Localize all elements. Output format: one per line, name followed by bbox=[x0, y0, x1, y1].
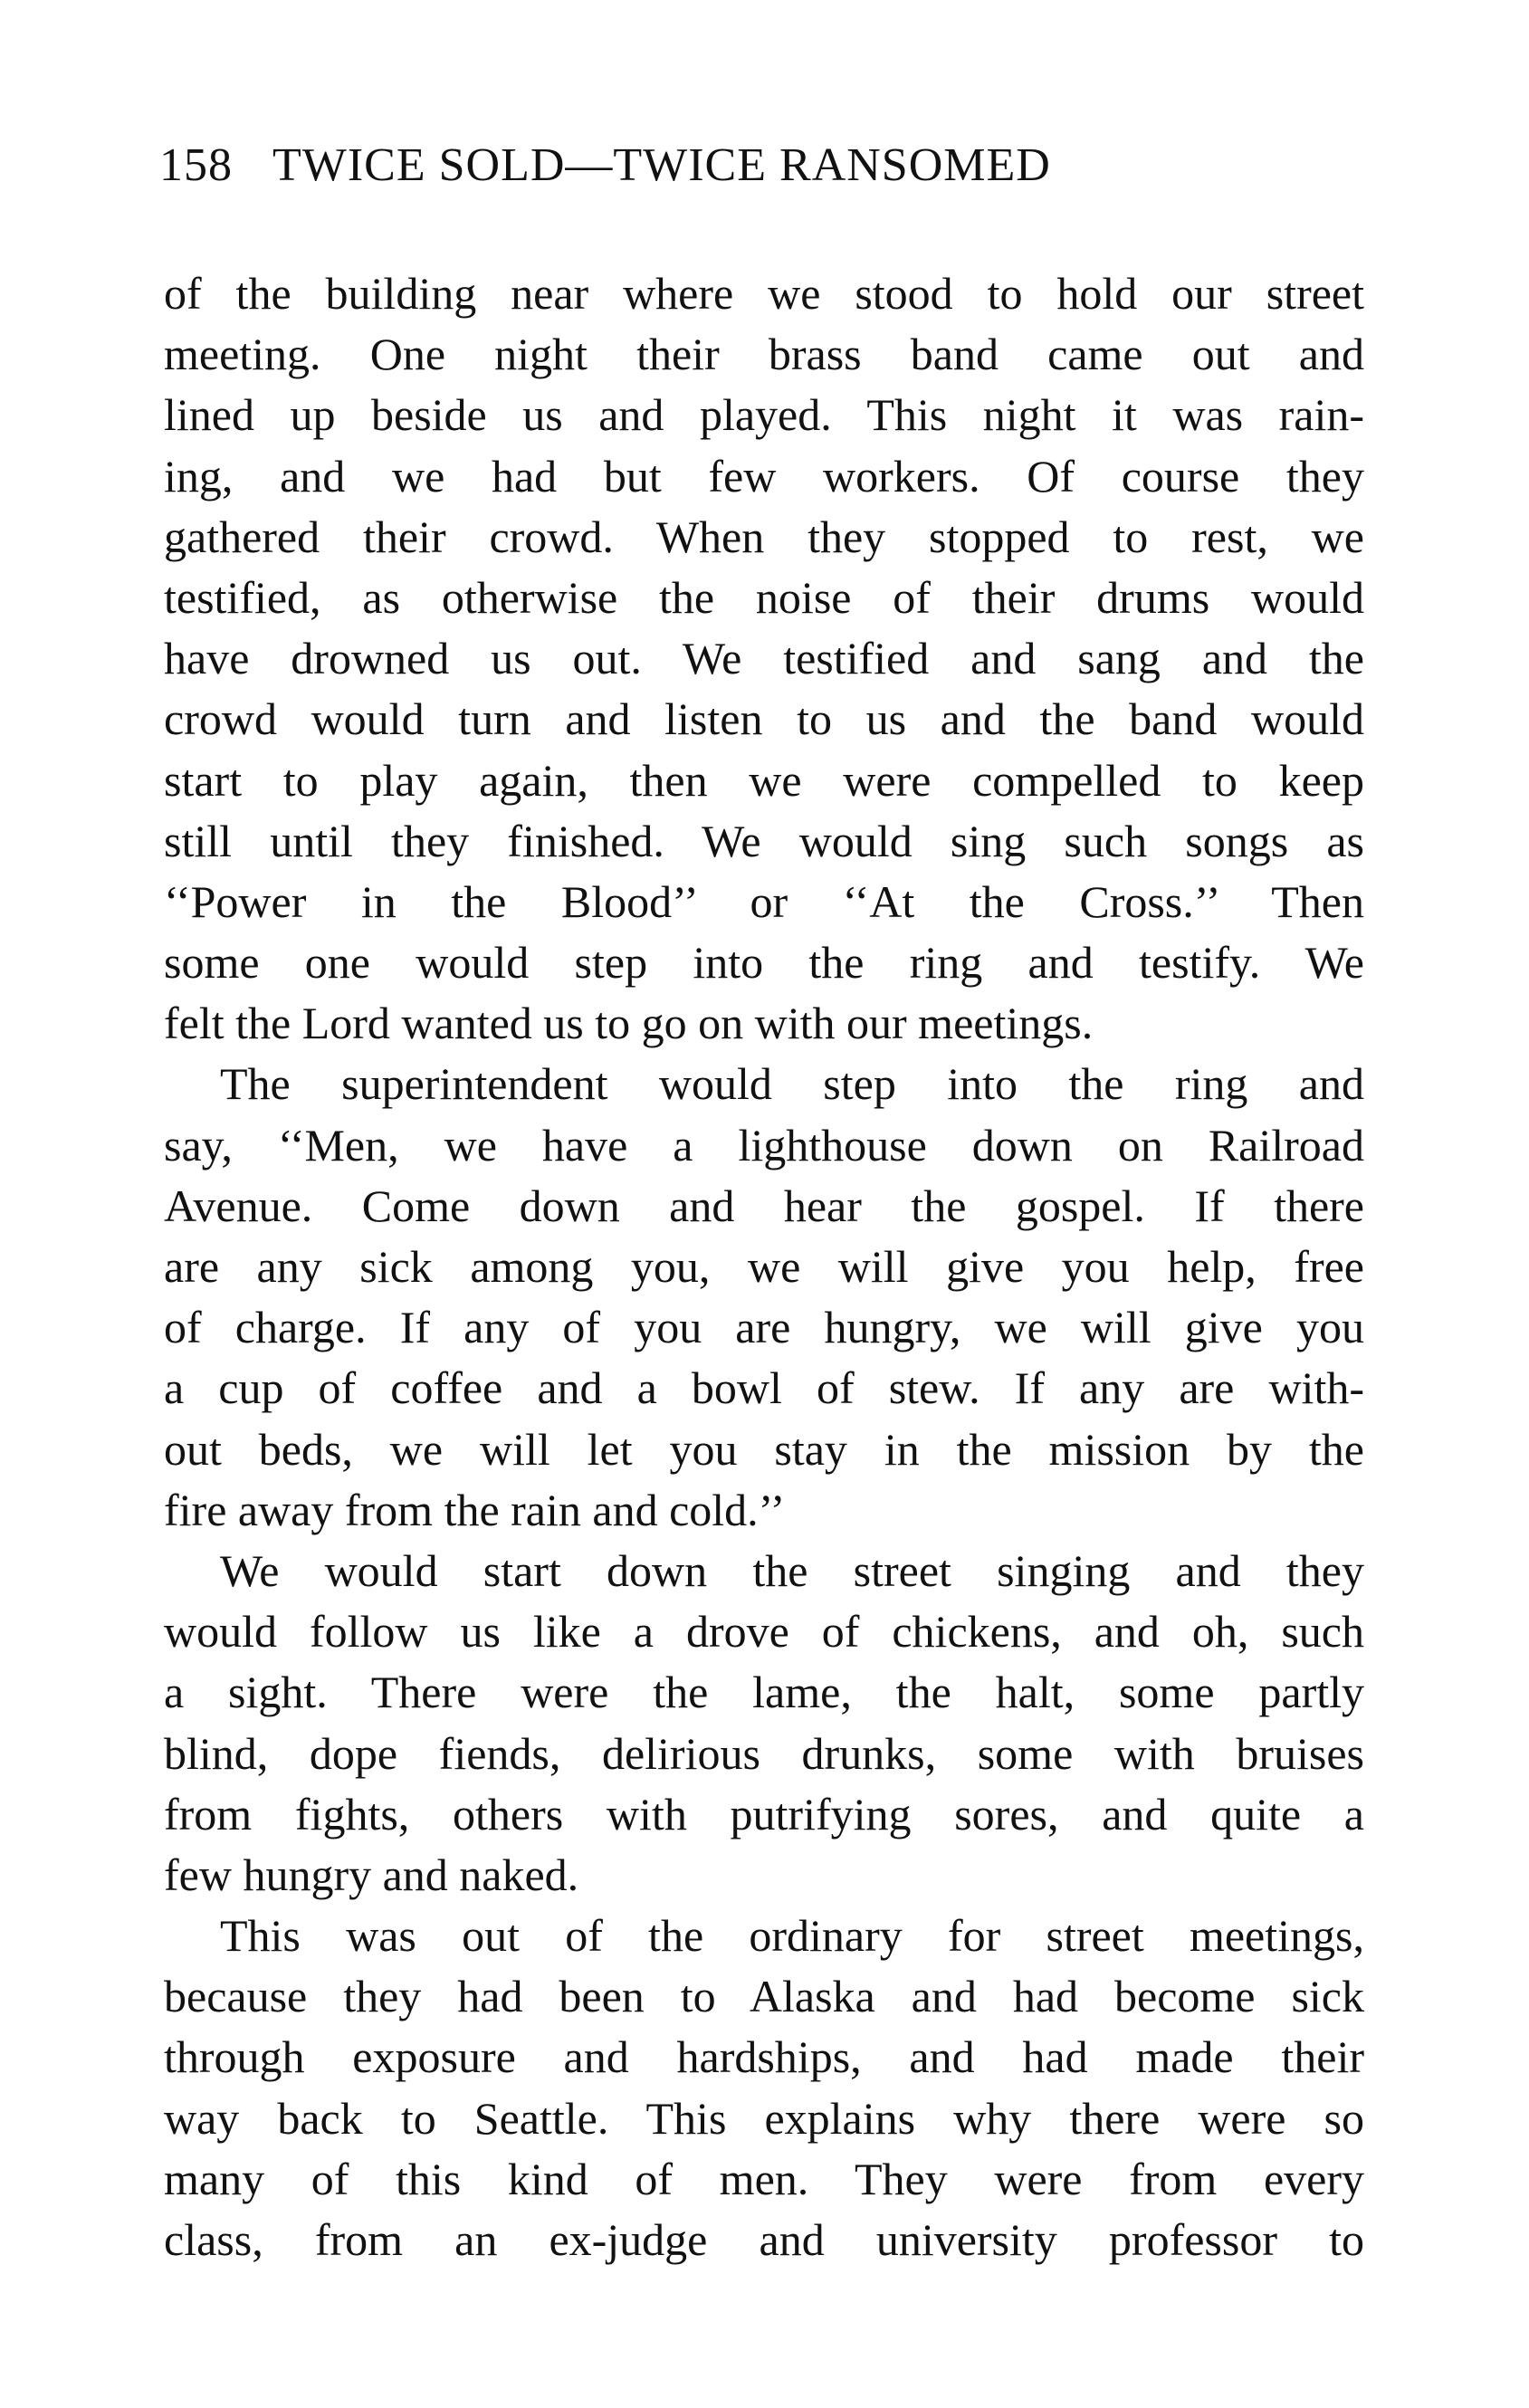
text-line: crowd would turn and listen to us and the band would bbox=[164, 693, 1364, 745]
paragraph-1 bbox=[164, 263, 1364, 1054]
body-text bbox=[164, 263, 1364, 2270]
text-line: have drowned us out. We testified and sang and the bbox=[164, 633, 1364, 684]
text-line: of the building near where we stood to hold our street bbox=[164, 268, 1364, 319]
text-line: many of this kind of men. They were from every bbox=[164, 2153, 1364, 2204]
paragraph-4 bbox=[164, 1906, 1364, 2270]
text-line: way back to Seattle. This explains why there were so bbox=[164, 2092, 1364, 2144]
text-line: of charge. If any of you are hungry, we will give you bbox=[164, 1302, 1364, 1353]
paragraph-3 bbox=[164, 1541, 1364, 1906]
text-line: few hungry and naked. bbox=[164, 1849, 579, 1900]
text-line: because they had been to Alaska and had become sick bbox=[164, 1971, 1364, 2022]
page-number: 158 bbox=[159, 139, 233, 191]
text-line: fire away from the rain and cold.’’ bbox=[164, 1484, 786, 1535]
text-line: The superintendent would step into the ring and bbox=[220, 1058, 1364, 1110]
text-line: class, from an ex-judge and university professor to bbox=[164, 2214, 1364, 2265]
text-line: ‘‘Power in the Blood’’ or ‘‘At the Cross.’’ Then bbox=[164, 875, 1364, 927]
text-line: out beds, we will let you stay in the mission by the bbox=[164, 1423, 1364, 1475]
text-line: still until they finished. We would sing such songs as bbox=[164, 815, 1364, 866]
text-line: ing, and we had but few workers. Of course they bbox=[164, 450, 1364, 502]
text-line: This was out of the ordinary for street meetings, bbox=[220, 1910, 1364, 1962]
paragraph-2 bbox=[164, 1054, 1364, 1541]
text-line: start to play again, then we were compelled to keep bbox=[164, 754, 1364, 806]
text-line: lined up beside us and played. This night it was rain- bbox=[164, 389, 1364, 441]
text-line: We would start down the street singing and they bbox=[220, 1544, 1364, 1596]
text-line: gathered their crowd. When they stopped to rest, we bbox=[164, 511, 1364, 562]
text-line: through exposure and hardships, and had made their bbox=[164, 2031, 1364, 2083]
text-line: say, ‘‘Men, we have a lighthouse down on Railroad bbox=[164, 1119, 1364, 1171]
text-line: meeting. One night their brass band came out and bbox=[164, 329, 1364, 380]
text-line: a cup of coffee and a bowl of stew. If any are with- bbox=[164, 1362, 1364, 1414]
running-head bbox=[159, 136, 1372, 196]
text-line: felt the Lord wanted us to go on with our meetings. bbox=[164, 998, 1094, 1049]
text-line: would follow us like a drove of chickens, and oh, such bbox=[164, 1606, 1364, 1658]
text-line: are any sick among you, we will give you help, free bbox=[164, 1241, 1364, 1292]
text-line: Avenue. Come down and hear the gospel. If there bbox=[164, 1180, 1364, 1231]
text-line: blind, dope fiends, delirious drunks, some with bruises bbox=[164, 1727, 1364, 1779]
text-line: from fights, others with putrifying sores, and quite a bbox=[164, 1788, 1364, 1839]
text-line: testified, as otherwise the noise of their drums would bbox=[164, 571, 1364, 623]
running-title: TWICE SOLD—TWICE RANSOMED bbox=[272, 139, 1051, 191]
text-line: a sight. There were the lame, the halt, some partly bbox=[164, 1667, 1364, 1718]
text-line: some one would step into the ring and testify. We bbox=[164, 937, 1364, 989]
